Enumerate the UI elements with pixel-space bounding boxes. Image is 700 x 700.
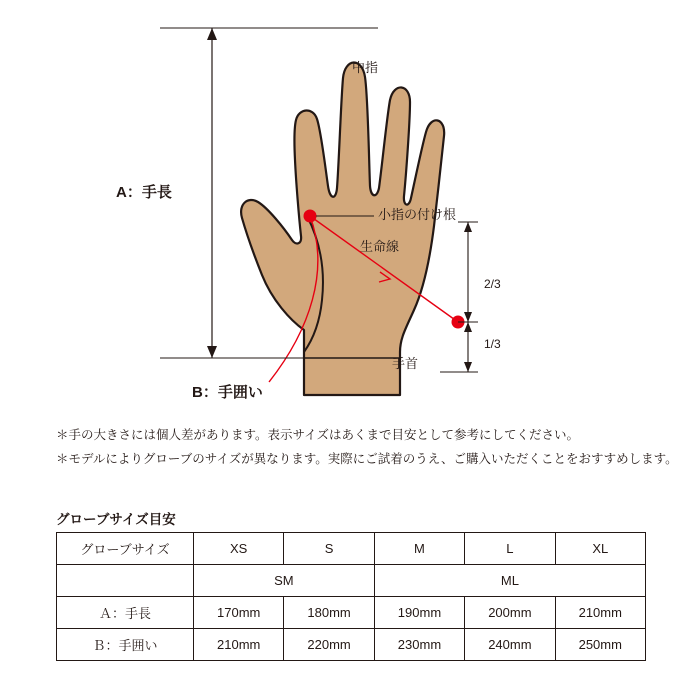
table-group-sm: SM	[194, 565, 375, 597]
table-header-size: XL	[555, 533, 645, 565]
notes-section	[56, 424, 678, 472]
label-wrist: 手首	[392, 356, 419, 371]
marker-pinky-base	[304, 210, 317, 223]
glove-size-table	[56, 532, 646, 661]
table-cell: 250mm	[555, 629, 645, 661]
table-cell: 190mm	[374, 597, 464, 629]
label-ratio-lower: 1/3	[484, 337, 501, 351]
table-header-size: M	[374, 533, 464, 565]
table-cell: 170mm	[194, 597, 284, 629]
ratio-bracket	[440, 222, 478, 372]
table-cell: 220mm	[284, 629, 374, 661]
table-row-groups	[57, 565, 646, 597]
table-cell: 230mm	[374, 629, 464, 661]
table-row	[57, 629, 646, 661]
table-group-ml: ML	[374, 565, 645, 597]
table-cell: 240mm	[465, 629, 555, 661]
table-header-size: S	[284, 533, 374, 565]
label-hand-circumference: B：手囲い	[192, 384, 263, 401]
label-middle-finger: 中指	[352, 60, 379, 75]
table-header-label: グローブサイズ	[57, 533, 194, 565]
table-cell: 200mm	[465, 597, 555, 629]
note-item: ＊手の大きさには個人差があります。表示サイズはあくまで目安として参考にしてください。	[56, 428, 580, 442]
label-life-line: 生命線	[360, 239, 400, 254]
note-item: ＊モデルによりグローブのサイズが異なります。実際にご試着のうえ、ご購入いただくことをおすすめします。	[56, 451, 678, 466]
hand-length-arrow	[207, 28, 217, 358]
table-group-empty	[57, 565, 194, 597]
table-row-label: Ａ：手長	[57, 597, 194, 629]
table-cell: 210mm	[194, 629, 284, 661]
table-row-label: Ｂ：手囲い	[57, 629, 194, 661]
table-header-size: XS	[194, 533, 284, 565]
table-row-header	[57, 533, 646, 565]
table-header-size: L	[465, 533, 555, 565]
table-cell: 180mm	[284, 597, 374, 629]
table-row	[57, 597, 646, 629]
hand-shape	[241, 62, 444, 395]
table-title: グローブサイズ目安	[56, 512, 176, 527]
label-ratio-upper: 2/3	[484, 277, 501, 291]
label-hand-length: A：手長	[116, 184, 172, 201]
table-cell: 210mm	[555, 597, 645, 629]
label-pinky-base: 小指の付け根	[378, 207, 457, 222]
